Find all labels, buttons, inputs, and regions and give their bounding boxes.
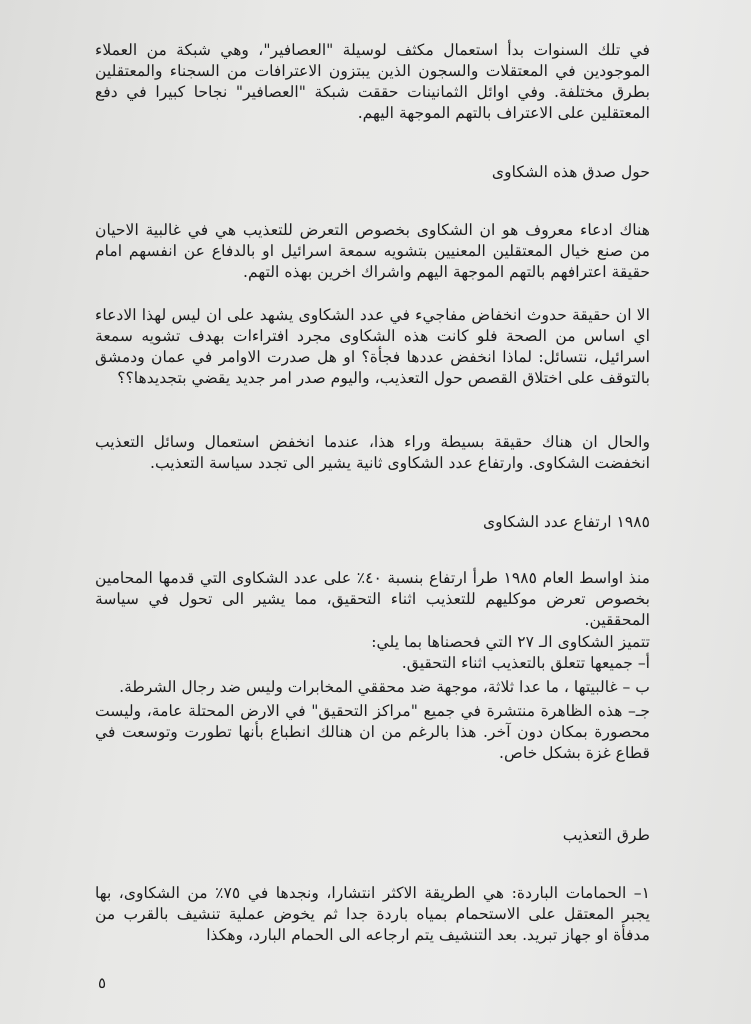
heading-complaints-truth: حول صدق هذه الشكاوى — [491, 163, 650, 181]
list-intro: تتميز الشكاوى الـ ٢٧ التي فحصناها بما يلي: — [371, 633, 650, 651]
heading-1985-rise: ١٩٨٥ ارتفاع عدد الشكاوى — [482, 513, 650, 531]
paragraph-text: والحال ان هناك حقيقة بسيطة وراء هذا، عندما انخفض استعمال وسائل التعذيب انخفضت الشكاوى. وارتفاع عدد الشكاوى ثانية يشير الى تجدد سياسة التعذيب. — [95, 433, 650, 472]
complaints-features-list — [95, 632, 650, 764]
heading-torture-methods: طرق التعذيب — [562, 826, 650, 844]
list-item-a: أ– جميعها تتعلق بالتعذيب اثناء التحقيق. — [401, 654, 650, 672]
paragraph-text: منذ اواسط العام ١٩٨٥ طرأ ارتفاع بنسبة ٤٠٪ على عدد الشكاوى التي قدمها المحامين بخصوص تعرض موكليهم للتعذيب اثناء التحقيق، مما يشير الى تحول في سياسة المحققين. — [95, 569, 650, 629]
list-item-c: جـ– هذه الظاهرة منتشرة في جميع "مراكز التحقيق" في الارض المحتلة عامة، وليست محصورة بمكان دون آخر. هذا بالرغم من ان هنالك انطباع بأنها تطورت وتوسعت في قطاع غزة بشكل خاص. — [95, 702, 650, 762]
paragraph-text: في تلك السنوات بدأ استعمال مكثف لوسيلة "العصافير"، وهي شبكة من العملاء الموجودين في المعتقلات والسجون الذين يبتزون الاعترافات من السجناء والمعتقلين بطرق مختلفة. وفي اوائل الثمانينات حققت شبكة "العصافير" نجاحا كبيرا في دفع المعتقلين على الاعتراف بالتهم الموجهة اليهم. — [95, 41, 650, 122]
paragraph-cold-baths — [95, 883, 650, 946]
paragraph-1985-increase — [95, 568, 650, 631]
page-number: ٥ — [98, 974, 107, 992]
paragraph-known-claim — [95, 220, 650, 283]
paragraph-simple-truth — [95, 432, 650, 474]
paragraph-text: هناك ادعاء معروف هو ان الشكاوى بخصوص التعرض للتعذيب هي في غالبية الاحيان من صنع خيال المعتقلين المعنيين بتشويه سمعة اسرائيل او بالدفاع عن انفسهم امام حقيقة اعترافهم بالتهم الموجهة اليهم واشراك اخرين بهذه التهم. — [95, 221, 650, 281]
paragraph-text: الا ان حقيقة حدوث انخفاض مفاجيء في عدد الشكاوى يشهد على ان ليس لهذا الادعاء اي اساس من الصحة فلو كانت هذه الشكاوى مجرد افتراءات بهدف تشويه سمعة اسرائيل، نتسائل: لماذا انخفض عددها فجأة؟ او هل صدرت الاوامر في عمان ودمشق بالتوقف على اختلاق القصص حول التعذيب، واليوم صدر امر جديد يقضي بتجديدها؟؟ — [95, 306, 650, 387]
paragraph-sudden-drop — [95, 305, 650, 389]
list-item-b: ب – غالبيتها ، ما عدا ثلاثة، موجهة ضد محققي المخابرات وليس ضد رجال الشرطة. — [119, 678, 650, 696]
paragraph-text: ١– الحمامات الباردة: هي الطريقة الاكثر انتشارا، ونجدها في ٧٥٪ من الشكاوى، بها يجبر المعتقل على الاستحمام بمياه باردة جدا ثم يخوض عملية تنشيف بالقرب من مدفأة او جهاز تبريد. بعد التنشيف يتم ارجاعه الى الحمام البارد، وهكذا — [95, 884, 650, 944]
paragraph-usafir-network — [95, 40, 650, 124]
